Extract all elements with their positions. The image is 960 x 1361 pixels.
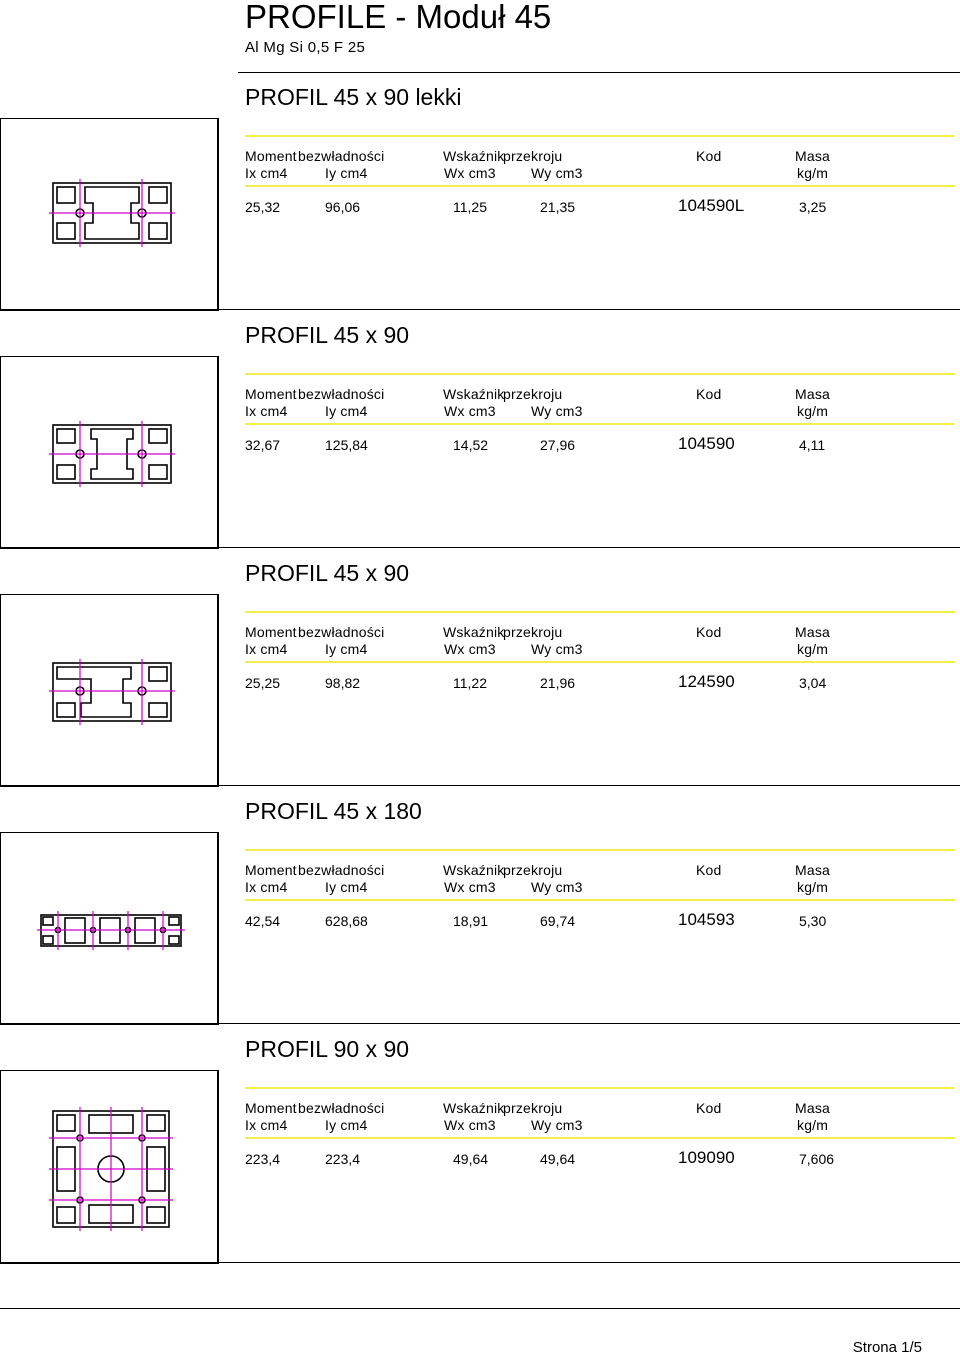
accent-line xyxy=(245,185,955,187)
col-masa: Masa xyxy=(795,624,831,640)
material-spec: Al Mg Si 0,5 F 25 xyxy=(245,39,366,56)
col-przekroju: przekroju xyxy=(503,1100,563,1116)
col-kgm: kg/m xyxy=(797,403,829,419)
page-number: Strona 1/5 xyxy=(852,1339,922,1356)
col-wy: Wy cm3 xyxy=(531,403,583,419)
col-wskaznik: Wskaźnik xyxy=(443,624,505,640)
header-divider xyxy=(238,72,960,73)
value-ix: 25,32 xyxy=(245,199,281,215)
col-ix: Ix cm4 xyxy=(245,879,288,895)
col-moment: Moment xyxy=(245,624,297,640)
accent-line xyxy=(245,373,955,375)
value-wy: 69,74 xyxy=(540,913,576,929)
profile-title: PROFIL 45 x 90 xyxy=(245,322,410,348)
value-code: 109090 xyxy=(678,1148,735,1167)
value-wx: 11,25 xyxy=(453,199,487,215)
col-kgm: kg/m xyxy=(797,165,829,181)
profile-title: PROFIL 45 x 180 xyxy=(245,798,422,824)
col-bezwladnosci: bezwładności xyxy=(298,148,385,164)
value-mass: 3,04 xyxy=(799,675,827,691)
value-ix: 25,25 xyxy=(245,675,281,691)
profile-45x90-variant-icon xyxy=(1,595,220,788)
profile-title: PROFIL 90 x 90 xyxy=(245,1036,410,1062)
accent-line xyxy=(245,135,955,137)
col-bezwladnosci: bezwładności xyxy=(298,624,385,640)
col-masa: Masa xyxy=(795,148,831,164)
value-iy: 96,06 xyxy=(325,199,361,215)
value-ix: 223,4 xyxy=(245,1151,281,1167)
col-iy: Iy cm4 xyxy=(325,403,368,419)
col-iy: Iy cm4 xyxy=(325,1117,368,1133)
profile-title: PROFIL 45 x 90 xyxy=(245,560,410,586)
col-wx: Wx cm3 xyxy=(444,403,496,419)
profile-45x90-light-icon xyxy=(1,119,220,312)
col-kod: Kod xyxy=(696,148,722,164)
col-wskaznik: Wskaźnik xyxy=(443,386,505,402)
col-kod: Kod xyxy=(696,624,722,640)
footer-divider xyxy=(0,1308,960,1309)
col-bezwladnosci: bezwładności xyxy=(298,1100,385,1116)
value-wx: 49,64 xyxy=(453,1151,489,1167)
accent-line xyxy=(245,849,955,851)
page-title: PROFILE - Moduł 45 xyxy=(245,0,552,35)
value-iy: 628,68 xyxy=(325,913,368,929)
profile-90x90-icon xyxy=(1,1071,220,1265)
section-divider xyxy=(219,1262,960,1263)
col-iy: Iy cm4 xyxy=(325,165,368,181)
value-iy: 223,4 xyxy=(325,1151,361,1167)
section-divider xyxy=(219,309,960,310)
value-mass: 3,25 xyxy=(799,199,827,215)
value-wx: 11,22 xyxy=(453,675,487,691)
value-mass: 5,30 xyxy=(799,913,827,929)
accent-line xyxy=(245,423,955,425)
profile-45x90-icon xyxy=(1,357,220,550)
value-code: 104590L xyxy=(678,196,745,215)
col-kod: Kod xyxy=(696,862,722,878)
col-wx: Wx cm3 xyxy=(444,641,496,657)
col-kgm: kg/m xyxy=(797,879,829,895)
col-ix: Ix cm4 xyxy=(245,1117,288,1133)
col-wskaznik: Wskaźnik xyxy=(443,148,505,164)
value-iy: 125,84 xyxy=(325,437,368,453)
accent-line xyxy=(245,1137,955,1139)
value-wy: 21,96 xyxy=(540,675,576,691)
col-kgm: kg/m xyxy=(797,1117,829,1133)
accent-line xyxy=(245,1087,955,1089)
col-wy: Wy cm3 xyxy=(531,879,583,895)
col-wx: Wx cm3 xyxy=(444,165,496,181)
col-moment: Moment xyxy=(245,148,297,164)
col-kod: Kod xyxy=(696,1100,722,1116)
value-code: 104590 xyxy=(678,434,735,453)
profile-drawing-frame xyxy=(0,118,219,311)
profile-45x180-icon xyxy=(1,833,220,1026)
profile-title: PROFIL 45 x 90 lekki xyxy=(245,84,462,110)
section-divider xyxy=(219,1023,960,1024)
col-moment: Moment xyxy=(245,386,297,402)
col-kod: Kod xyxy=(696,386,722,402)
profile-drawing-frame xyxy=(0,832,219,1025)
value-mass: 4,11 xyxy=(799,437,826,453)
col-masa: Masa xyxy=(795,862,831,878)
section-divider xyxy=(219,785,960,786)
col-bezwladnosci: bezwładności xyxy=(298,386,385,402)
value-code: 104593 xyxy=(678,910,735,929)
col-masa: Masa xyxy=(795,1100,831,1116)
col-przekroju: przekroju xyxy=(503,624,563,640)
col-ix: Ix cm4 xyxy=(245,403,288,419)
col-wskaznik: Wskaźnik xyxy=(443,1100,505,1116)
col-wskaznik: Wskaźnik xyxy=(443,862,505,878)
value-wx: 18,91 xyxy=(453,913,489,929)
col-masa: Masa xyxy=(795,386,831,402)
col-iy: Iy cm4 xyxy=(325,641,368,657)
value-code: 124590 xyxy=(678,672,735,691)
accent-line xyxy=(245,611,955,613)
col-moment: Moment xyxy=(245,1100,297,1116)
col-kgm: kg/m xyxy=(797,641,829,657)
value-wy: 21,35 xyxy=(540,199,576,215)
value-wy: 27,96 xyxy=(540,437,576,453)
col-moment: Moment xyxy=(245,862,297,878)
col-bezwladnosci: bezwładności xyxy=(298,862,385,878)
col-wy: Wy cm3 xyxy=(531,165,583,181)
col-przekroju: przekroju xyxy=(503,148,563,164)
value-ix: 32,67 xyxy=(245,437,281,453)
value-mass: 7,606 xyxy=(799,1151,835,1167)
profile-drawing-frame xyxy=(0,594,219,787)
accent-line xyxy=(245,899,955,901)
profile-drawing-frame xyxy=(0,356,219,549)
col-ix: Ix cm4 xyxy=(245,641,288,657)
col-ix: Ix cm4 xyxy=(245,165,288,181)
col-wy: Wy cm3 xyxy=(531,1117,583,1133)
col-wx: Wx cm3 xyxy=(444,879,496,895)
profile-drawing-frame xyxy=(0,1070,219,1264)
col-iy: Iy cm4 xyxy=(325,879,368,895)
accent-line xyxy=(245,661,955,663)
col-przekroju: przekroju xyxy=(503,386,563,402)
value-wy: 49,64 xyxy=(540,1151,576,1167)
value-wx: 14,52 xyxy=(453,437,489,453)
value-iy: 98,82 xyxy=(325,675,361,691)
col-wy: Wy cm3 xyxy=(531,641,583,657)
section-divider xyxy=(219,547,960,548)
col-przekroju: przekroju xyxy=(503,862,563,878)
value-ix: 42,54 xyxy=(245,913,281,929)
col-wx: Wx cm3 xyxy=(444,1117,496,1133)
